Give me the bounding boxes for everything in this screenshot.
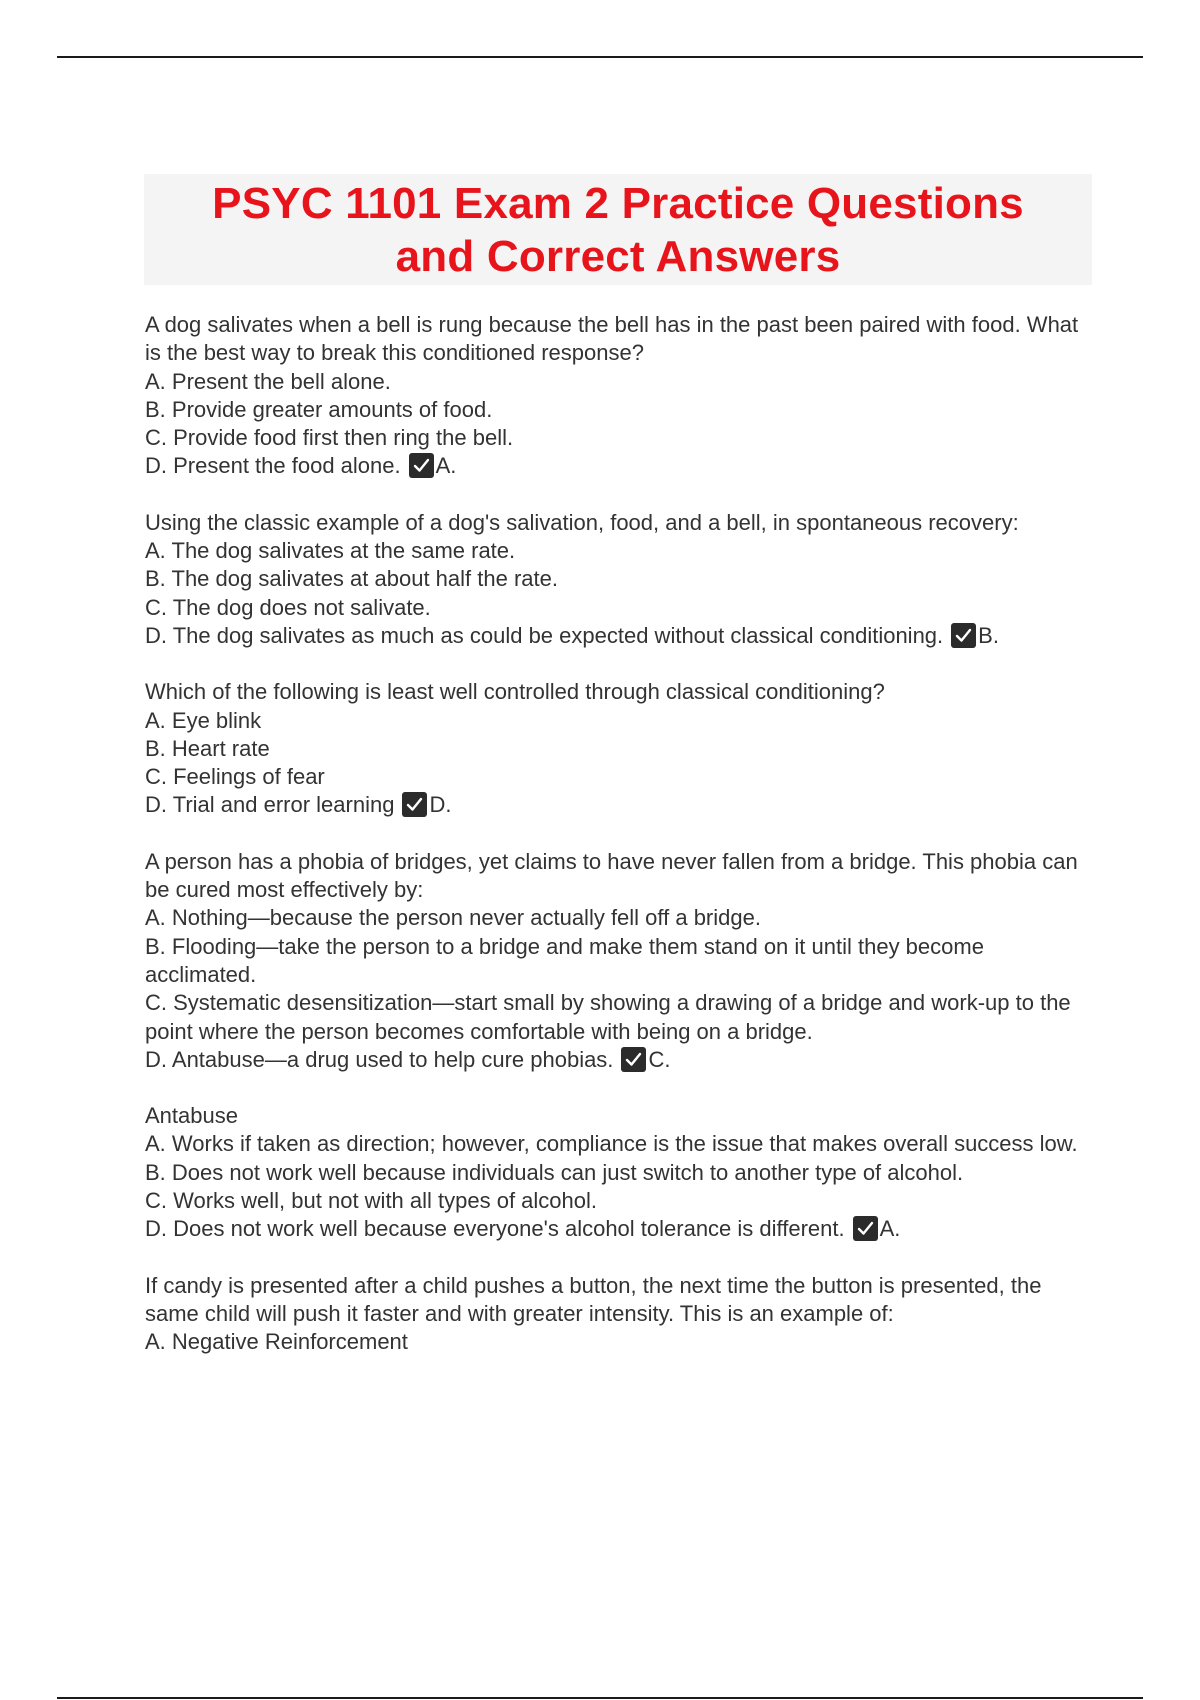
question-2 [145, 509, 1100, 650]
option-c: C. Works well, but not with all types of alcohol. [145, 1188, 598, 1214]
question-text: Which of the following is least well controlled through classical conditioning? [145, 679, 885, 705]
answer-letter: D. [429, 792, 452, 818]
question-text: Antabuse [145, 1103, 238, 1129]
answer [613, 1047, 670, 1072]
question-list [145, 311, 1100, 1385]
checkmark-box-icon [621, 1047, 646, 1072]
answer-letter: B. [978, 622, 999, 648]
checkmark-box-icon [402, 792, 427, 817]
option-a: A. Eye blink [145, 707, 262, 733]
option-d-with-answer [145, 622, 1100, 650]
option-c: C. The dog does not salivate. [145, 594, 431, 620]
option-a: A. Negative Reinforcement [145, 1329, 408, 1355]
top-rule [57, 56, 1143, 58]
option-b: B. Does not work well because individuals can just switch to another type of alcohol. [145, 1159, 964, 1185]
option-c: C. Provide food first then ring the bell. [145, 425, 514, 451]
option-b: B. Provide greater amounts of food. [145, 396, 493, 422]
question-4 [145, 848, 1100, 1074]
title-banner [144, 174, 1092, 285]
option-d: D. Present the food alone. [145, 453, 401, 479]
question-6 [145, 1272, 1100, 1357]
bottom-rule [57, 1697, 1143, 1699]
option-a: A. Nothing—because the person never actually fell off a bridge. [145, 905, 761, 931]
answer-letter: C. [648, 1046, 671, 1072]
checkmark-box-icon [853, 1216, 878, 1241]
option-c: C. Feelings of fear [145, 764, 325, 790]
option-d: D. Antabuse—a drug used to help cure phobias. [145, 1046, 614, 1072]
question-text: Using the classic example of a dog's salivation, food, and a bell, in spontaneous recovery: [145, 509, 1019, 535]
answer [394, 792, 451, 817]
question-text: If candy is presented after a child pushes a button, the next time the button is presented, the same child will push it faster and with greater intensity. This is an example of: [145, 1272, 1042, 1326]
option-d-with-answer [145, 791, 1100, 819]
option-a: A. Works if taken as direction; however, compliance is the issue that makes overall success low. [145, 1131, 1078, 1157]
answer [943, 623, 999, 648]
question-text: A person has a phobia of bridges, yet claims to have never fallen from a bridge. This phobia can be cured most effectively by: [145, 848, 1078, 903]
option-d: D. Does not work well because everyone's alcohol tolerance is different. [145, 1216, 845, 1242]
title-line-2: and Correct Answers [395, 231, 841, 281]
option-d-with-answer [145, 1215, 1100, 1243]
option-b: B. The dog salivates at about half the rate. [145, 566, 558, 592]
checkmark-box-icon [951, 623, 976, 648]
question-5 [145, 1102, 1100, 1243]
option-b: B. Flooding—take the person to a bridge and make them stand on it until they become acclimated. [145, 933, 984, 987]
option-a: A. The dog salivates at the same rate. [145, 538, 516, 564]
option-c: C. Systematic desensitization—start small by showing a drawing of a bridge and work-up to the point where the person becomes comfortable with being on a bridge. [145, 990, 1071, 1044]
checkmark-box-icon [409, 453, 434, 478]
document-title [212, 177, 1024, 283]
option-a: A. Present the bell alone. [145, 368, 391, 394]
answer-letter: A. [879, 1216, 901, 1242]
answer [401, 453, 457, 478]
option-d: D. The dog salivates as much as could be expected without classical conditioning. [145, 622, 944, 648]
question-1 [145, 311, 1100, 481]
answer [845, 1216, 901, 1241]
option-d-with-answer [145, 452, 1100, 480]
option-d-with-answer [145, 1046, 1100, 1074]
question-3 [145, 678, 1100, 819]
option-b: B. Heart rate [145, 735, 270, 761]
question-text: A dog salivates when a bell is rung because the bell has in the past been paired with food. What is the best way to break this conditioned response? [145, 312, 1079, 366]
title-line-1: PSYC 1101 Exam 2 Practice Questions [212, 178, 1024, 228]
option-d: D. Trial and error learning [145, 792, 395, 818]
answer-letter: A. [435, 453, 457, 479]
